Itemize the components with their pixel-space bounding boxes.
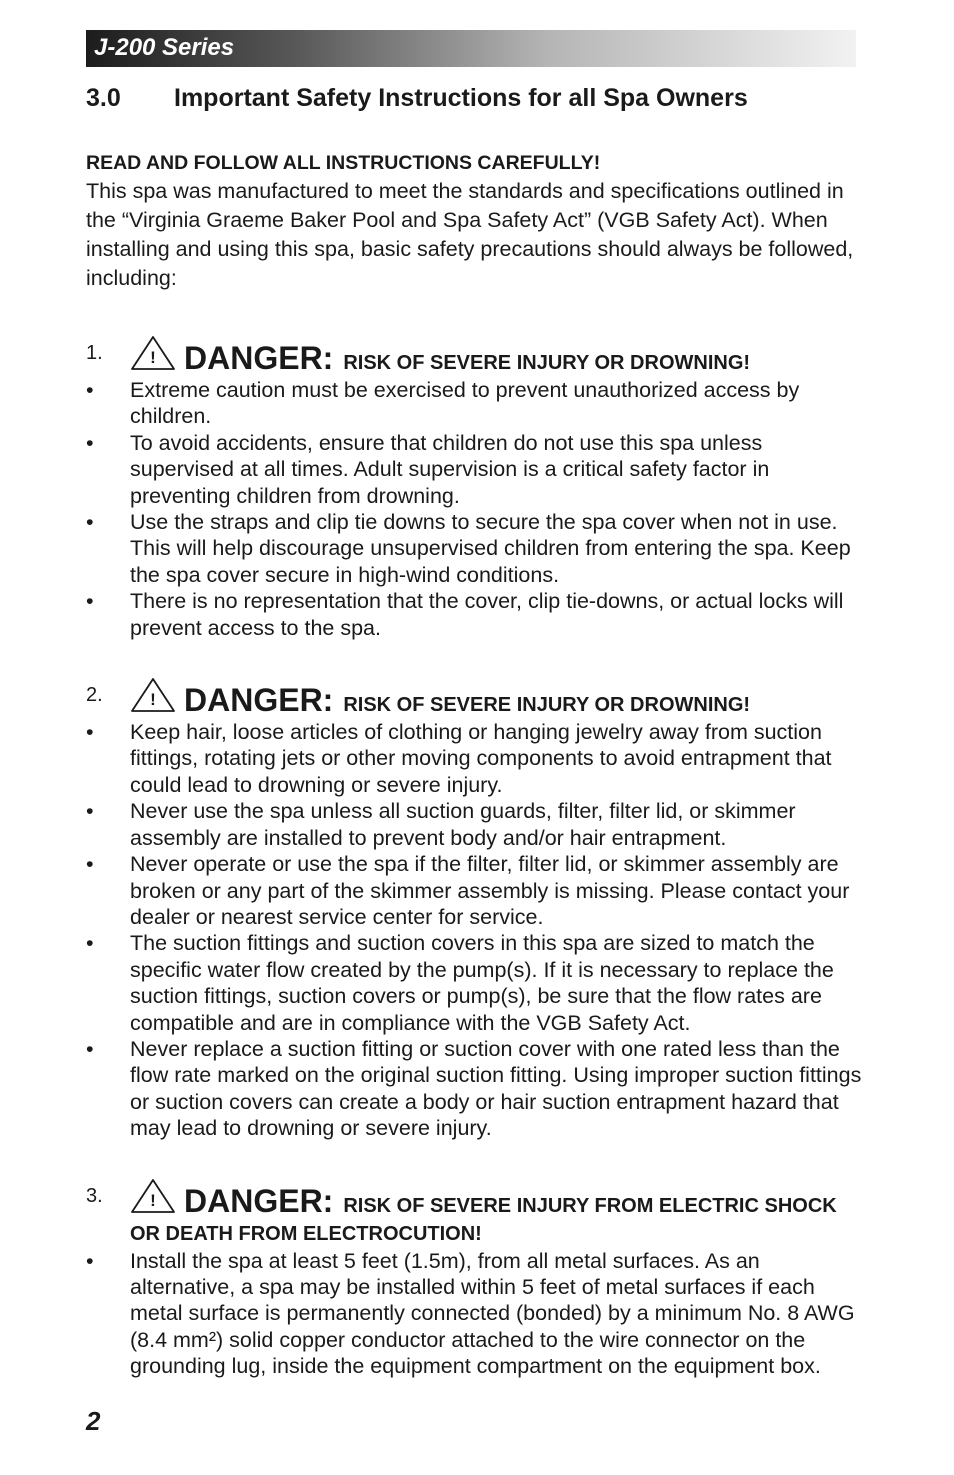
danger-section-3 (86, 1178, 868, 1380)
bullet-symbol: • (86, 931, 94, 956)
list-item (86, 377, 868, 430)
bullet-text: To avoid accidents, ensure that children do not use this spa unless supervised at all times. Adult supervision is a critical safety factor in preventing children from drowning. (130, 430, 770, 508)
warning-triangle-icon (130, 677, 176, 713)
danger-number: 2. (86, 684, 103, 707)
bullet-text: There is no representation that the cover, clip tie-downs, or actual locks will prevent access to the spa. (130, 589, 844, 640)
bullet-symbol: • (86, 720, 94, 745)
svg-text:!: ! (150, 1190, 156, 1210)
intro-heading: READ AND FOLLOW ALL INSTRUCTIONS CAREFULLY! (86, 152, 601, 174)
section-heading (86, 82, 748, 114)
danger-heading (86, 335, 868, 377)
danger-label: DANGER: (184, 682, 334, 719)
section-title: Important Safety Instructions for all Spa Owners (174, 84, 748, 112)
danger-list (86, 335, 868, 1380)
bullet-text: Install the spa at least 5 feet (1.5m), from all metal surfaces. As an alternative, a spa may be installed within 5 feet of metal surfaces if each metal surface is permanently connected (bonded) by a minimum No. 8 AWG (8.4 mm²) solid copper conductor attached to the wire connector on the grounding lug, inside the equipment compartment on the equipment box. (130, 1248, 855, 1379)
danger-risk: RISK OF SEVERE INJURY OR DROWNING! (343, 694, 751, 717)
page-number: 2 (86, 1406, 101, 1436)
section-number: 3.0 (86, 84, 121, 112)
danger-section-2 (86, 677, 868, 1142)
warning-triangle-icon (130, 335, 176, 371)
series-header-bar (86, 30, 856, 67)
list-item (86, 588, 868, 641)
danger-line (130, 335, 868, 377)
bullet-symbol: • (86, 799, 94, 824)
danger-heading (86, 677, 868, 719)
safety-content (86, 149, 868, 1380)
danger-heading (86, 1178, 868, 1248)
list-item (86, 430, 868, 509)
danger-line (130, 677, 868, 719)
bullet-text: Extreme caution must be exercised to prevent unauthorized access by children. (130, 378, 800, 429)
bullet-symbol: • (86, 510, 94, 535)
bullet-symbol: • (86, 852, 94, 877)
danger-risk: RISK OF SEVERE INJURY OR DROWNING! (343, 352, 751, 374)
danger-bullet-list (86, 1248, 868, 1380)
bullet-symbol: • (86, 430, 94, 455)
bullet-text: Never use the spa unless all suction guards, filter, filter lid, or skimmer assembly are installed to prevent body and/or hair entrapment. (130, 799, 796, 850)
warning-triangle-icon (130, 1178, 176, 1214)
series-title: J-200 Series (94, 34, 235, 61)
bullet-symbol: • (86, 589, 94, 614)
svg-text:!: ! (150, 690, 156, 710)
bullet-text: Never operate or use the spa if the filter, filter lid, or skimmer assembly are broken or any part of the skimmer assembly is missing. Please contact your dealer or nearest service center for service. (130, 852, 850, 929)
bullet-symbol: • (86, 1248, 94, 1273)
bullet-text: Never replace a suction fitting or suction cover with one rated less than the flow rate marked on the original suction fitting. Using improper suction fittings or suction covers can create a body or hair suction entrapment hazard that may lead to drowning or severe injury. (130, 1036, 862, 1141)
list-item (86, 509, 868, 588)
list-item (86, 1036, 868, 1142)
danger-label: DANGER: (184, 1182, 334, 1219)
danger-bullet-list (86, 719, 868, 1142)
bullet-text: Keep hair, loose articles of clothing or hanging jewelry away from suction fittings, rotating jets or other moving components to avoid entrapment that could lead to drowning or severe injury. (130, 720, 832, 797)
intro-text: This spa was manufactured to meet the standards and specifications outlined in the “Virginia Graeme Baker Pool and Spa Safety Act” (VGB Safety Act). When installing and using this spa, basic safety precautions should always be followed, including: (86, 179, 854, 290)
danger-risk: RISK OF SEVERE INJURY FROM ELECTRIC SHOCK OR DEATH FROM ELECTROCUTION! (130, 1194, 837, 1245)
danger-number: 3. (86, 1184, 103, 1207)
list-item (86, 719, 868, 798)
danger-line (130, 1178, 868, 1248)
list-item (86, 851, 868, 930)
bullet-symbol: • (86, 378, 94, 402)
bullet-text: Use the straps and clip tie downs to secure the spa cover when not in use. This will help discourage unsupervised children from entering the spa. Keep the spa cover secure in high-wind conditions. (130, 510, 851, 587)
bullet-text: The suction fittings and suction covers in this spa are sized to match the specific water flow created by the pump(s). If it is necessary to replace the suction fittings, suction covers or pump(s), be sure that the flow rates are compatible and are in compliance with the VGB Safety Act. (130, 931, 834, 1035)
bullet-symbol: • (86, 1036, 94, 1061)
danger-label: DANGER: (184, 340, 334, 376)
danger-bullet-list (86, 377, 868, 641)
danger-number: 1. (86, 342, 103, 364)
svg-text:!: ! (150, 348, 156, 367)
danger-section-1 (86, 335, 868, 641)
list-item (86, 930, 868, 1036)
list-item (86, 798, 868, 851)
list-item (86, 1248, 868, 1380)
